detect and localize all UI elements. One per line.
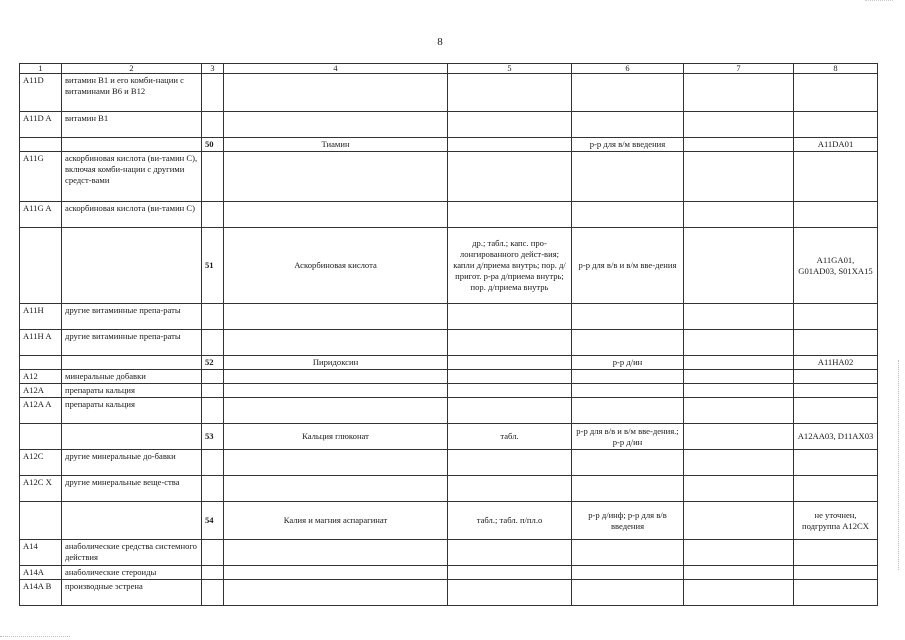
atc-full-code-cell [794, 580, 878, 606]
injection-form-cell [572, 330, 684, 356]
other-form-cell [684, 502, 794, 540]
oral-form-cell [448, 450, 572, 476]
atc-code-cell [20, 228, 62, 304]
other-form-cell [684, 370, 794, 384]
atc-full-code-cell: A11HA02 [794, 356, 878, 370]
table-row [20, 138, 878, 152]
other-form-cell [684, 304, 794, 330]
group-name-cell: витамин B1 [62, 112, 202, 138]
other-form-cell [684, 580, 794, 606]
atc-code-cell: A11D A [20, 112, 62, 138]
group-name-cell [62, 424, 202, 450]
table-row [20, 152, 878, 202]
injection-form-cell [572, 112, 684, 138]
item-number-cell [202, 112, 224, 138]
table-row [20, 202, 878, 228]
header-cell: 3 [202, 64, 224, 74]
drug-name-cell [224, 304, 448, 330]
oral-form-cell [448, 112, 572, 138]
item-number-cell: 52 [202, 356, 224, 370]
group-name-cell: анаболические стероиды [62, 566, 202, 580]
oral-form-cell: табл.; табл. п/пл.о [448, 502, 572, 540]
injection-form-cell [572, 202, 684, 228]
item-number-cell [202, 152, 224, 202]
atc-code-cell: A12 [20, 370, 62, 384]
table-row [20, 356, 878, 370]
oral-form-cell [448, 476, 572, 502]
table-row [20, 370, 878, 384]
injection-form-cell [572, 304, 684, 330]
oral-form-cell [448, 304, 572, 330]
atc-full-code-cell [794, 384, 878, 398]
table-row [20, 330, 878, 356]
drug-name-cell [224, 384, 448, 398]
other-form-cell [684, 202, 794, 228]
group-name-cell: другие минеральные до-бавки [62, 450, 202, 476]
table-row [20, 566, 878, 580]
group-name-cell [62, 138, 202, 152]
oral-form-cell [448, 330, 572, 356]
other-form-cell [684, 74, 794, 112]
table-row [20, 502, 878, 540]
group-name-cell: анаболические средства системного действия [62, 540, 202, 566]
atc-code-cell [20, 424, 62, 450]
table-row [20, 112, 878, 138]
atc-code-cell [20, 138, 62, 152]
oral-form-cell [448, 152, 572, 202]
item-number-cell [202, 304, 224, 330]
injection-form-cell [572, 580, 684, 606]
item-number-cell [202, 476, 224, 502]
injection-form-cell: р-р д/ин [572, 356, 684, 370]
drug-name-cell: Пиридоксин [224, 356, 448, 370]
item-number-cell [202, 202, 224, 228]
table-row [20, 228, 878, 304]
drug-name-cell: Кальция глюконат [224, 424, 448, 450]
header-cell: 5 [448, 64, 572, 74]
atc-full-code-cell [794, 152, 878, 202]
drug-name-cell [224, 330, 448, 356]
injection-form-cell [572, 152, 684, 202]
page-number: 8 [437, 36, 443, 48]
other-form-cell [684, 138, 794, 152]
drug-name-cell [224, 476, 448, 502]
injection-form-cell [572, 398, 684, 424]
injection-form-cell [572, 540, 684, 566]
item-number-cell [202, 398, 224, 424]
injection-form-cell [572, 566, 684, 580]
oral-form-cell [448, 138, 572, 152]
oral-form-cell [448, 202, 572, 228]
table-row [20, 384, 878, 398]
group-name-cell [62, 228, 202, 304]
other-form-cell [684, 112, 794, 138]
other-form-cell [684, 424, 794, 450]
item-number-cell [202, 540, 224, 566]
item-number-cell [202, 330, 224, 356]
atc-full-code-cell [794, 450, 878, 476]
table-row [20, 580, 878, 606]
injection-form-cell [572, 74, 684, 112]
group-name-cell: производные эстрена [62, 580, 202, 606]
group-name-cell: витамин B1 и его комби-нации с витаминами B6 и B12 [62, 74, 202, 112]
drug-name-cell: Калия и магния аспарагинат [224, 502, 448, 540]
other-form-cell [684, 566, 794, 580]
atc-code-cell: A12A A [20, 398, 62, 424]
drug-name-cell [224, 580, 448, 606]
atc-code-cell: A14A B [20, 580, 62, 606]
atc-full-code-cell [794, 398, 878, 424]
atc-code-cell: A12C X [20, 476, 62, 502]
drug-name-cell [224, 566, 448, 580]
other-form-cell [684, 152, 794, 202]
atc-code-cell: A11G A [20, 202, 62, 228]
injection-form-cell [572, 384, 684, 398]
other-form-cell [684, 476, 794, 502]
drug-name-cell: Тиамин [224, 138, 448, 152]
injection-form-cell: р-р для в/в и в/м вве-дения.; р-р д/ин [572, 424, 684, 450]
group-name-cell: аскорбиновая кислота (ви-тамин С), включая комби-нации с другими средст-вами [62, 152, 202, 202]
oral-form-cell: табл. [448, 424, 572, 450]
drug-name-cell [224, 370, 448, 384]
drug-name-cell [224, 112, 448, 138]
oral-form-cell [448, 580, 572, 606]
drug-name-cell [224, 398, 448, 424]
atc-code-cell: A12C [20, 450, 62, 476]
table-header-row [20, 64, 878, 74]
item-number-cell: 53 [202, 424, 224, 450]
other-form-cell [684, 398, 794, 424]
oral-form-cell [448, 398, 572, 424]
other-form-cell [684, 228, 794, 304]
group-name-cell: другие витаминные препа-раты [62, 330, 202, 356]
atc-full-code-cell [794, 540, 878, 566]
drug-name-cell [224, 202, 448, 228]
item-number-cell [202, 580, 224, 606]
atc-code-cell: A11H A [20, 330, 62, 356]
header-cell: 6 [572, 64, 684, 74]
injection-form-cell [572, 476, 684, 502]
atc-full-code-cell [794, 476, 878, 502]
corner-mark [865, 0, 893, 2]
drug-name-cell [224, 450, 448, 476]
oral-form-cell [448, 356, 572, 370]
item-number-cell [202, 384, 224, 398]
atc-code-cell: A11H [20, 304, 62, 330]
drug-name-cell [224, 540, 448, 566]
drug-name-cell: Аскорбиновая кислота [224, 228, 448, 304]
injection-form-cell [572, 450, 684, 476]
item-number-cell [202, 74, 224, 112]
item-number-cell: 51 [202, 228, 224, 304]
group-name-cell: минеральные добавки [62, 370, 202, 384]
injection-form-cell: р-р для в/м введения [572, 138, 684, 152]
atc-code-cell: A11D [20, 74, 62, 112]
oral-form-cell [448, 566, 572, 580]
oral-form-cell [448, 370, 572, 384]
group-name-cell: препараты кальция [62, 384, 202, 398]
group-name-cell: другие минеральные веще-ства [62, 476, 202, 502]
table-row [20, 398, 878, 424]
atc-full-code-cell [794, 304, 878, 330]
atc-code-cell: A11G [20, 152, 62, 202]
other-form-cell [684, 450, 794, 476]
drug-classification-table [19, 63, 878, 606]
atc-full-code-cell [794, 566, 878, 580]
oral-form-cell [448, 74, 572, 112]
item-number-cell: 50 [202, 138, 224, 152]
header-cell: 2 [62, 64, 202, 74]
table-row [20, 424, 878, 450]
atc-code-cell: A14A [20, 566, 62, 580]
item-number-cell: 54 [202, 502, 224, 540]
drug-name-cell [224, 74, 448, 112]
oral-form-cell [448, 540, 572, 566]
header-cell: 4 [224, 64, 448, 74]
atc-full-code-cell: A12AA03, D11AX03 [794, 424, 878, 450]
atc-full-code-cell [794, 112, 878, 138]
group-name-cell: другие витаминные препа-раты [62, 304, 202, 330]
table-row [20, 304, 878, 330]
table-row [20, 540, 878, 566]
item-number-cell [202, 450, 224, 476]
injection-form-cell: р-р для в/в и в/м вве-дения [572, 228, 684, 304]
other-form-cell [684, 540, 794, 566]
injection-form-cell: р-р д/инф; р-р для в/в введения [572, 502, 684, 540]
atc-code-cell [20, 502, 62, 540]
other-form-cell [684, 330, 794, 356]
table-row [20, 74, 878, 112]
atc-code-cell [20, 356, 62, 370]
atc-code-cell: A14 [20, 540, 62, 566]
atc-code-cell: A12A [20, 384, 62, 398]
drug-name-cell [224, 152, 448, 202]
group-name-cell [62, 502, 202, 540]
oral-form-cell [448, 384, 572, 398]
other-form-cell [684, 384, 794, 398]
header-cell: 7 [684, 64, 794, 74]
atc-full-code-cell [794, 370, 878, 384]
atc-full-code-cell [794, 74, 878, 112]
atc-full-code-cell: не уточнен, подгруппа A12CX [794, 502, 878, 540]
oral-form-cell: др.; табл.; капс. про-лонгированного дейст-вия; капли д/приема внутрь; пор. д/пригот. р-ра д/приема внутрь; пор. д/приема внутрь [448, 228, 572, 304]
item-number-cell [202, 370, 224, 384]
bottom-mark [0, 636, 70, 638]
other-form-cell [684, 356, 794, 370]
header-cell: 8 [794, 64, 878, 74]
atc-full-code-cell [794, 330, 878, 356]
atc-full-code-cell [794, 202, 878, 228]
item-number-cell [202, 566, 224, 580]
margin-dots [897, 360, 899, 570]
atc-full-code-cell: A11GA01, G01AD03, S01XA15 [794, 228, 878, 304]
table-row [20, 476, 878, 502]
group-name-cell: аскорбиновая кислота (ви-тамин С) [62, 202, 202, 228]
atc-full-code-cell: A11DA01 [794, 138, 878, 152]
injection-form-cell [572, 370, 684, 384]
group-name-cell [62, 356, 202, 370]
header-cell: 1 [20, 64, 62, 74]
table-row [20, 450, 878, 476]
group-name-cell: препараты кальция [62, 398, 202, 424]
